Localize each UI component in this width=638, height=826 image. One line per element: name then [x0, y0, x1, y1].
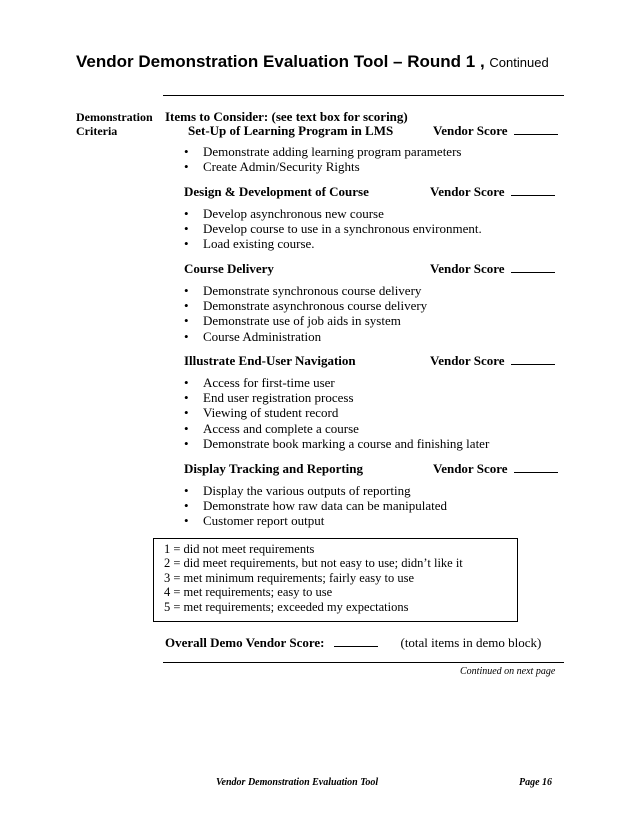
criteria-list [184, 144, 461, 174]
list-item: • Develop asynchronous new course [184, 206, 482, 221]
sidebar-label-line: Criteria [76, 124, 118, 138]
section-title: Display Tracking and Reporting [184, 461, 364, 476]
continued-note: Continued on next page [460, 666, 556, 677]
vendor-score [430, 353, 555, 369]
overall-score-label: Overall Demo Vendor Score: [165, 635, 325, 650]
score-blank [511, 353, 555, 365]
list-item: • Display the various outputs of reporting [184, 483, 447, 498]
section-title: Illustrate End-User Navigation [184, 353, 356, 368]
title-suffix: Continued [489, 55, 549, 70]
items-heading: Items to Consider: (see text box for scoring) [165, 109, 408, 124]
vendor-score-label: Vendor Score [430, 261, 505, 276]
legend-line: 5 = met requirements; exceeded my expectations [164, 599, 409, 614]
bottom-rule [163, 662, 564, 663]
score-blank [511, 261, 555, 273]
list-item: • Demonstrate how raw data can be manipulated [184, 498, 447, 513]
legend-line: 2 = did meet requirements, but not easy to use; didn’t like it [164, 556, 463, 571]
list-item: • Access and complete a course [184, 421, 489, 436]
overall-score [165, 635, 541, 651]
list-item: • Customer report output [184, 513, 447, 528]
list-item: • Demonstrate adding learning program parameters [184, 144, 461, 159]
vendor-score-label: Vendor Score [433, 123, 508, 138]
legend-line: 4 = met requirements; easy to use [164, 585, 333, 600]
vendor-score [433, 123, 558, 139]
criteria-list [184, 375, 489, 451]
section-title: Design & Development of Course [184, 184, 369, 199]
vendor-score [433, 461, 558, 477]
list-item: • Demonstrate asynchronous course delivery [184, 298, 427, 313]
list-item: • Demonstrate use of job aids in system [184, 313, 427, 328]
list-item: • Course Administration [184, 329, 427, 344]
criteria-list [184, 283, 427, 344]
vendor-score [430, 184, 555, 200]
vendor-score-label: Vendor Score [433, 461, 508, 476]
page-title [76, 52, 549, 72]
sidebar-label-line: Demonstration [76, 110, 153, 124]
criteria-list [184, 483, 447, 529]
overall-score-blank [334, 635, 378, 647]
overall-score-note: (total items in demo block) [400, 635, 542, 650]
legend-line: 3 = met minimum requirements; fairly easy to use [164, 570, 415, 585]
vendor-score [430, 261, 555, 277]
top-rule [163, 95, 564, 96]
list-item: • Viewing of student record [184, 405, 489, 420]
score-blank [514, 123, 558, 135]
list-item: • Access for first-time user [184, 375, 489, 390]
score-blank [511, 184, 555, 196]
page-number: Page 16 [519, 777, 553, 788]
list-item: • Develop course to use in a synchronous environment. [184, 221, 482, 236]
criteria-list [184, 206, 482, 252]
list-item: • Load existing course. [184, 236, 482, 251]
sidebar-label [76, 110, 153, 138]
section-title: Set-Up of Learning Program in LMS [188, 123, 394, 138]
list-item: • End user registration process [184, 390, 489, 405]
list-item: • Demonstrate book marking a course and finishing later [184, 436, 489, 451]
scoring-legend [153, 538, 518, 622]
vendor-score-label: Vendor Score [430, 184, 505, 199]
footer-title: Vendor Demonstration Evaluation Tool [216, 777, 379, 788]
list-item: • Create Admin/Security Rights [184, 159, 461, 174]
vendor-score-label: Vendor Score [430, 353, 505, 368]
list-item: • Demonstrate synchronous course delivery [184, 283, 427, 298]
score-blank [514, 461, 558, 473]
legend-line: 1 = did not meet requirements [164, 542, 315, 556]
section-title: Course Delivery [184, 261, 274, 276]
title-text: Vendor Demonstration Evaluation Tool – Round 1 , [76, 52, 485, 71]
